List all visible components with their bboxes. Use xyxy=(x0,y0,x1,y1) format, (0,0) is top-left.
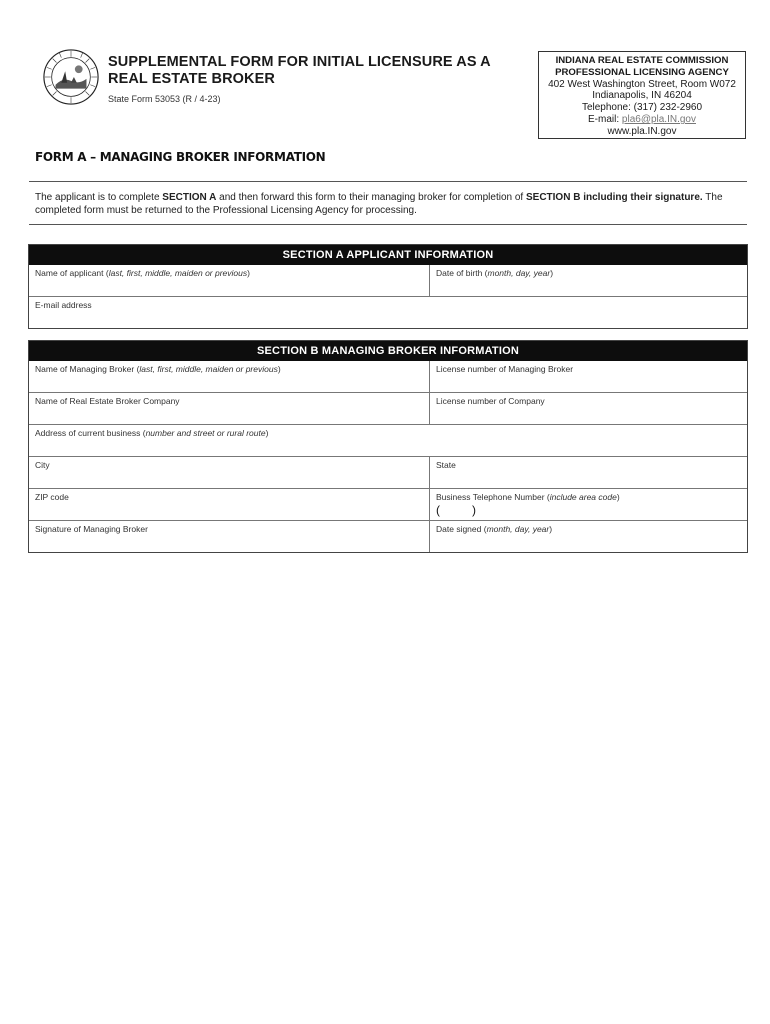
company-license-field[interactable] xyxy=(430,393,747,424)
intro-text-1: The applicant is to complete xyxy=(35,192,163,203)
signature-label: Signature of Managing Broker xyxy=(35,524,148,534)
section-b-row-4 xyxy=(29,456,747,488)
phone-label: Business Telephone Number ( xyxy=(436,492,550,502)
dob-hint: month, day, year xyxy=(487,268,551,278)
agency-email-link[interactable]: pla6@pla.IN.gov xyxy=(621,113,696,125)
section-a-row-1 xyxy=(29,265,747,296)
business-address-field[interactable] xyxy=(29,425,747,456)
instructions xyxy=(35,192,741,217)
date-signed-hint: month, day, year xyxy=(486,524,550,534)
broker-name-label: Name of Managing Broker ( xyxy=(35,364,140,374)
intro-text-2: and then forward this form to their managing broker for completion of xyxy=(216,192,526,203)
intro-section-b: SECTION B including their signature. xyxy=(525,192,703,203)
section-b-row-3 xyxy=(29,424,747,456)
area-code-parens xyxy=(436,503,476,517)
applicant-name-close: ) xyxy=(247,268,250,278)
broker-license-label: License number of Managing Broker xyxy=(436,364,574,374)
section-a xyxy=(28,244,748,329)
applicant-name-hint: last, first, middle, maiden or previous xyxy=(108,268,248,278)
section-a-row-2 xyxy=(29,296,747,328)
agency-name: PROFESSIONAL LICENSING AGENCY xyxy=(555,66,729,78)
dob-label: Date of birth ( xyxy=(436,268,488,278)
section-b-row-1 xyxy=(29,361,747,392)
date-of-birth-field[interactable] xyxy=(430,265,747,296)
indiana-state-seal xyxy=(42,48,100,106)
address-label: Address of current business ( xyxy=(35,428,146,438)
intro-top-rule xyxy=(29,181,747,182)
form-title: SUPPLEMENTAL FORM FOR INITIAL LICENSURE AS A REAL ESTATE BROKER xyxy=(108,54,491,87)
date-signed-field[interactable] xyxy=(430,521,747,552)
agency-email-line xyxy=(539,114,745,126)
state-label: State xyxy=(436,460,456,470)
broker-name-close: ) xyxy=(277,364,281,374)
agency-address-street: 402 West Washington Street, Room W072 xyxy=(548,78,736,90)
broker-license-field[interactable] xyxy=(430,361,747,392)
area-code-close: ) xyxy=(472,503,476,517)
zip-label: ZIP code xyxy=(35,492,69,502)
section-b-row-6 xyxy=(29,520,747,552)
broker-signature-field[interactable] xyxy=(29,521,430,552)
email-label: E-mail address xyxy=(35,300,92,310)
state-field[interactable] xyxy=(430,457,747,488)
company-name-field[interactable] xyxy=(29,393,430,424)
zip-code-field[interactable] xyxy=(29,489,430,520)
city-label: City xyxy=(35,460,50,470)
dob-close: ) xyxy=(550,268,554,278)
section-b-row-5 xyxy=(29,488,747,520)
section-b-title: SECTION B MANAGING BROKER INFORMATION xyxy=(29,341,747,361)
company-name-label: Name of Real Estate Broker Company xyxy=(35,396,180,406)
date-signed-close: ) xyxy=(549,524,553,534)
agency-commission: INDIANA REAL ESTATE COMMISSION xyxy=(555,55,729,66)
section-b xyxy=(28,340,748,553)
email-address-field[interactable] xyxy=(29,297,747,328)
agency-address-city: Indianapolis, IN 46204 xyxy=(592,90,692,102)
intro-text-3: The completed form must be returned to the Professional Licensing Agency for processing. xyxy=(35,192,723,216)
phone-label-close: ) xyxy=(616,492,620,502)
managing-broker-name-field[interactable] xyxy=(29,361,430,392)
agency-website[interactable]: www.pla.IN.gov xyxy=(607,125,677,137)
intro-section-a: SECTION A xyxy=(162,192,217,203)
section-b-row-2 xyxy=(29,392,747,424)
area-code-open: ( xyxy=(436,503,440,517)
section-a-title: SECTION A APPLICANT INFORMATION xyxy=(29,245,747,265)
address-hint: number and street or rural route xyxy=(145,428,266,438)
phone-hint: include area code xyxy=(549,492,617,502)
intro-bottom-rule xyxy=(29,224,747,225)
date-signed-label: Date signed ( xyxy=(436,524,487,534)
company-license-label: License number of Company xyxy=(436,396,545,406)
agency-contact-box xyxy=(538,51,746,139)
applicant-name-label: Name of applicant ( xyxy=(35,268,109,278)
business-phone-field[interactable] xyxy=(430,489,747,520)
agency-telephone: Telephone: (317) 232-2960 xyxy=(581,102,703,114)
agency-email-prefix: E-mail: xyxy=(588,113,622,125)
city-field[interactable] xyxy=(29,457,430,488)
broker-name-hint: last, first, middle, maiden or previous xyxy=(139,364,278,374)
applicant-name-field[interactable] xyxy=(29,265,430,296)
state-form-number: State Form 53053 (R / 4-23) xyxy=(108,94,221,104)
address-close: ) xyxy=(265,428,269,438)
form-heading: FORM A – MANAGING BROKER INFORMATION xyxy=(35,150,326,164)
